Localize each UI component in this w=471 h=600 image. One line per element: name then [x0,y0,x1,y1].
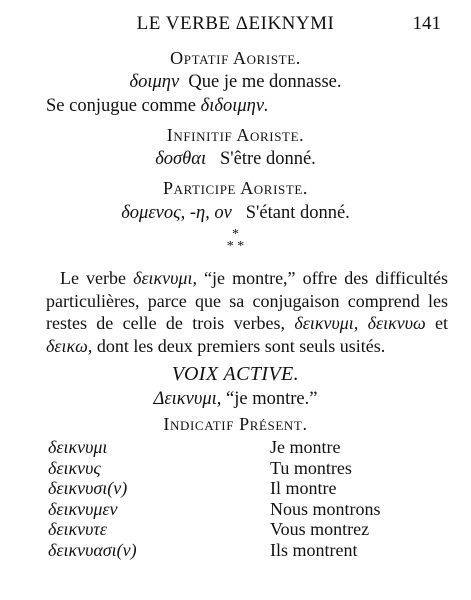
conjugation-row [48,499,448,520]
optatif-greek: δοιμην [129,72,180,92]
conjugation-greek: δεικνυμι [48,437,108,457]
infinitif-french: S'être donné. [219,149,316,169]
optatif-note-greek: διδοιμην. [200,96,269,116]
infinitif-greek: δοσθαι [155,149,207,169]
infinitif-line [0,149,471,170]
para-text-2: “je montre,” offre des difficultés particulières, parce que sa conjugaison comprend les restes de celle de trois verbes, [46,268,448,333]
voice-title: VOIX ACTIVE. [171,363,300,385]
participe-greek: δομενος, -η, ον [121,203,232,223]
running-title: LE VERBE ΔΕΙΚΝΥΜΙ [136,13,335,34]
conjugation-french: Tu montres [270,457,352,478]
participe-french: S'étant donné. [245,203,350,223]
para-greek-3: δεικω, [46,335,93,356]
conjugation-row [48,458,448,479]
conjugation-greek: δεικνυς [48,457,101,478]
optatif-note [46,96,269,117]
conjugation-row [48,519,448,540]
optatif-note-text: Se conjugue comme [46,96,197,116]
conjugation-french: Nous montrons [270,498,381,519]
conjugation-row [48,478,448,499]
asterism-top: * [232,227,239,242]
para-text-3: et [435,313,448,333]
conjugation-table [48,437,448,560]
conjugation-greek: δεικνυμεν [48,498,118,519]
conjugation-row [48,540,448,561]
tense-heading: Indicatif Présent. [163,414,308,434]
conjugation-french: Vous montrez [270,519,370,539]
asterism-bottom: * * [226,239,245,254]
infinitif-heading: Infinitif Aoriste. [166,125,305,145]
conjugation-greek: δεικνυτε [48,519,107,539]
optatif-french: Que je me donnasse. [188,72,342,92]
conjugation-greek: δεικνυσι(ν) [48,478,128,498]
para-greek-1: δεικνυμι, [133,268,197,288]
participe-heading: Participe Aoriste. [162,178,309,198]
voice-french: “je montre.” [226,389,318,409]
conjugation-french: Il montre [270,478,337,498]
conjugation-greek: δεικνυασι(ν) [48,539,137,560]
voice-line [0,389,471,410]
conjugation-french: Ils montrent [270,539,358,560]
asterism-separator [0,229,471,253]
conjugation-french: Je montre [270,437,341,457]
page-number: 141 [412,13,441,34]
conjugation-row [48,437,448,458]
para-text-1: Le verbe [60,268,127,288]
para-text-4: dont les deux premiers sont seuls usités. [96,335,386,356]
body-paragraph [46,267,448,357]
participe-line [0,203,471,224]
voice-greek: Δεικνυμι, [153,389,222,409]
optatif-heading: Optatif Aoriste. [170,48,301,68]
para-greek-2: δεικνυμι, δεικνυω [294,313,426,333]
optatif-line [0,72,471,93]
